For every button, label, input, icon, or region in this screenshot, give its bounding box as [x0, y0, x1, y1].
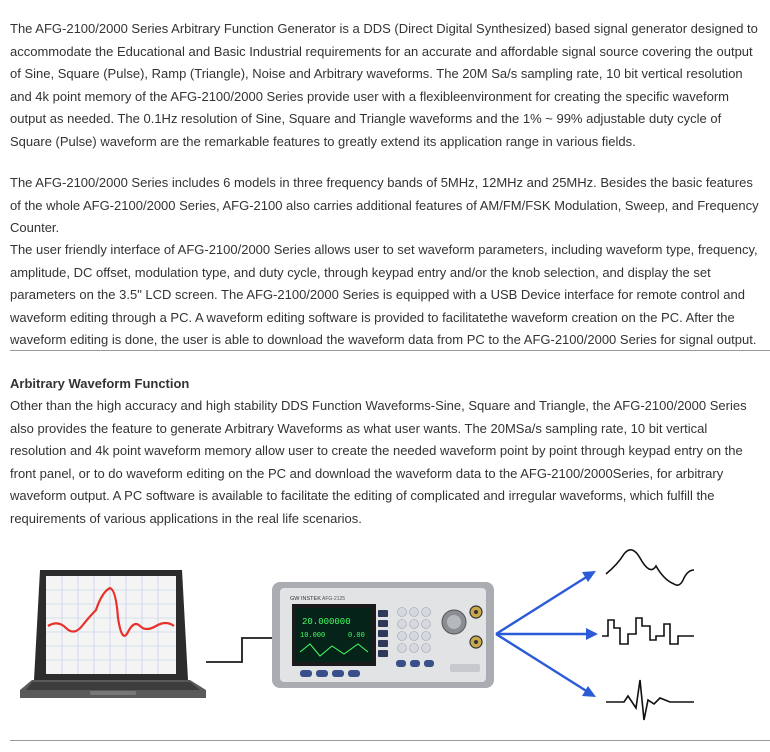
output-waveforms	[602, 550, 694, 720]
output-arrows	[496, 571, 598, 697]
divider	[10, 350, 770, 351]
section-body: Other than the high accuracy and high stability DDS Function Waveforms-Sine, Square and Triangle, the AFG-2100/2000 Series also provides the feature to generate Arbitrary Waveforms as what user wants. The 20MSa/s sampling rate, 10 bit vertical resolution and 4k point waveform memory allow user to create the needed waveform point by point through keypad entry on the front panel, or to do waveform editing on the PC and download the waveform data to the AFG-2100/2000Series, for arbitrary waveform output. A PC software is available to facilitate the editing of complicated and irregular waveforms, which fulfill the requirements of various applications in the real life scenarios.	[10, 398, 747, 526]
svg-text:0.00: 0.00	[348, 632, 365, 640]
arbitrary-wave-3	[606, 680, 694, 720]
arbitrary-wave-1	[606, 550, 694, 585]
usb-cable	[206, 638, 272, 662]
interface-paragraph: The user friendly interface of AFG-2100/2000 Series allows user to set waveform parameters, including waveform type, frequency, amplitude, DC offset, modulation type, and duty cycle, through keypad entry and/or the knob selection, and display the set parameters on the 3.5" LCD screen. The AFG-2100/2000 Series is equipped with a USB Device interface for remote control and waveform editing through a PC. A waveform editing software is provided to facilitatethe waveform creation on the PC. After the waveform editing is done, the user is able to download the waveform data from PC to the AFG-2100/2000 Series for signal output.	[10, 242, 758, 347]
svg-text:GW INSTEK: GW INSTEK	[290, 596, 321, 602]
function-generator-illustration	[272, 582, 494, 688]
section-title: Arbitrary Waveform Function	[10, 376, 190, 391]
intro-paragraph: The AFG-2100/2000 Series Arbitrary Function Generator is a DDS (Direct Digital Synthesized) based signal generator designed to accommodate the Educational and Basic Industrial requirements for an accurate and affordable signal source covering the output of Sine, Square (Pulse), Ramp (Triangle), Noise and Arbitrary waveforms. The 20M Sa/s sampling rate, 10 bit vertical resolution and 4k point memory of the AFG-2100/2000 Series provide user with a flexibleenvironment for creating the specific waveform output as needed. The 0.1Hz resolution of Sine, Square and Triangle waveforms and the 1% ~ 99% adjustable duty cycle of Square (Pulse) waveform are the remarkable features to greatly extend its application range in various fields.	[10, 21, 758, 149]
laptop-illustration	[20, 570, 206, 698]
models-paragraph: The AFG-2100/2000 Series includes 6 models in three frequency bands of 5MHz, 12MHz and 25MHz. Besides the basic features of the whole AFG-2100/2000 Series, AFG-2100 also carries additional features of AM/FM/FSK Modulation, Sweep, and Frequency Counter.	[10, 175, 759, 235]
divider	[10, 740, 770, 741]
svg-text:10.000: 10.000	[300, 632, 326, 640]
arbitrary-waveform-illustration	[10, 540, 770, 735]
svg-text:AFG-2125: AFG-2125	[322, 596, 346, 602]
svg-text:20.000000: 20.000000	[302, 617, 351, 627]
arbitrary-wave-2	[602, 618, 694, 644]
